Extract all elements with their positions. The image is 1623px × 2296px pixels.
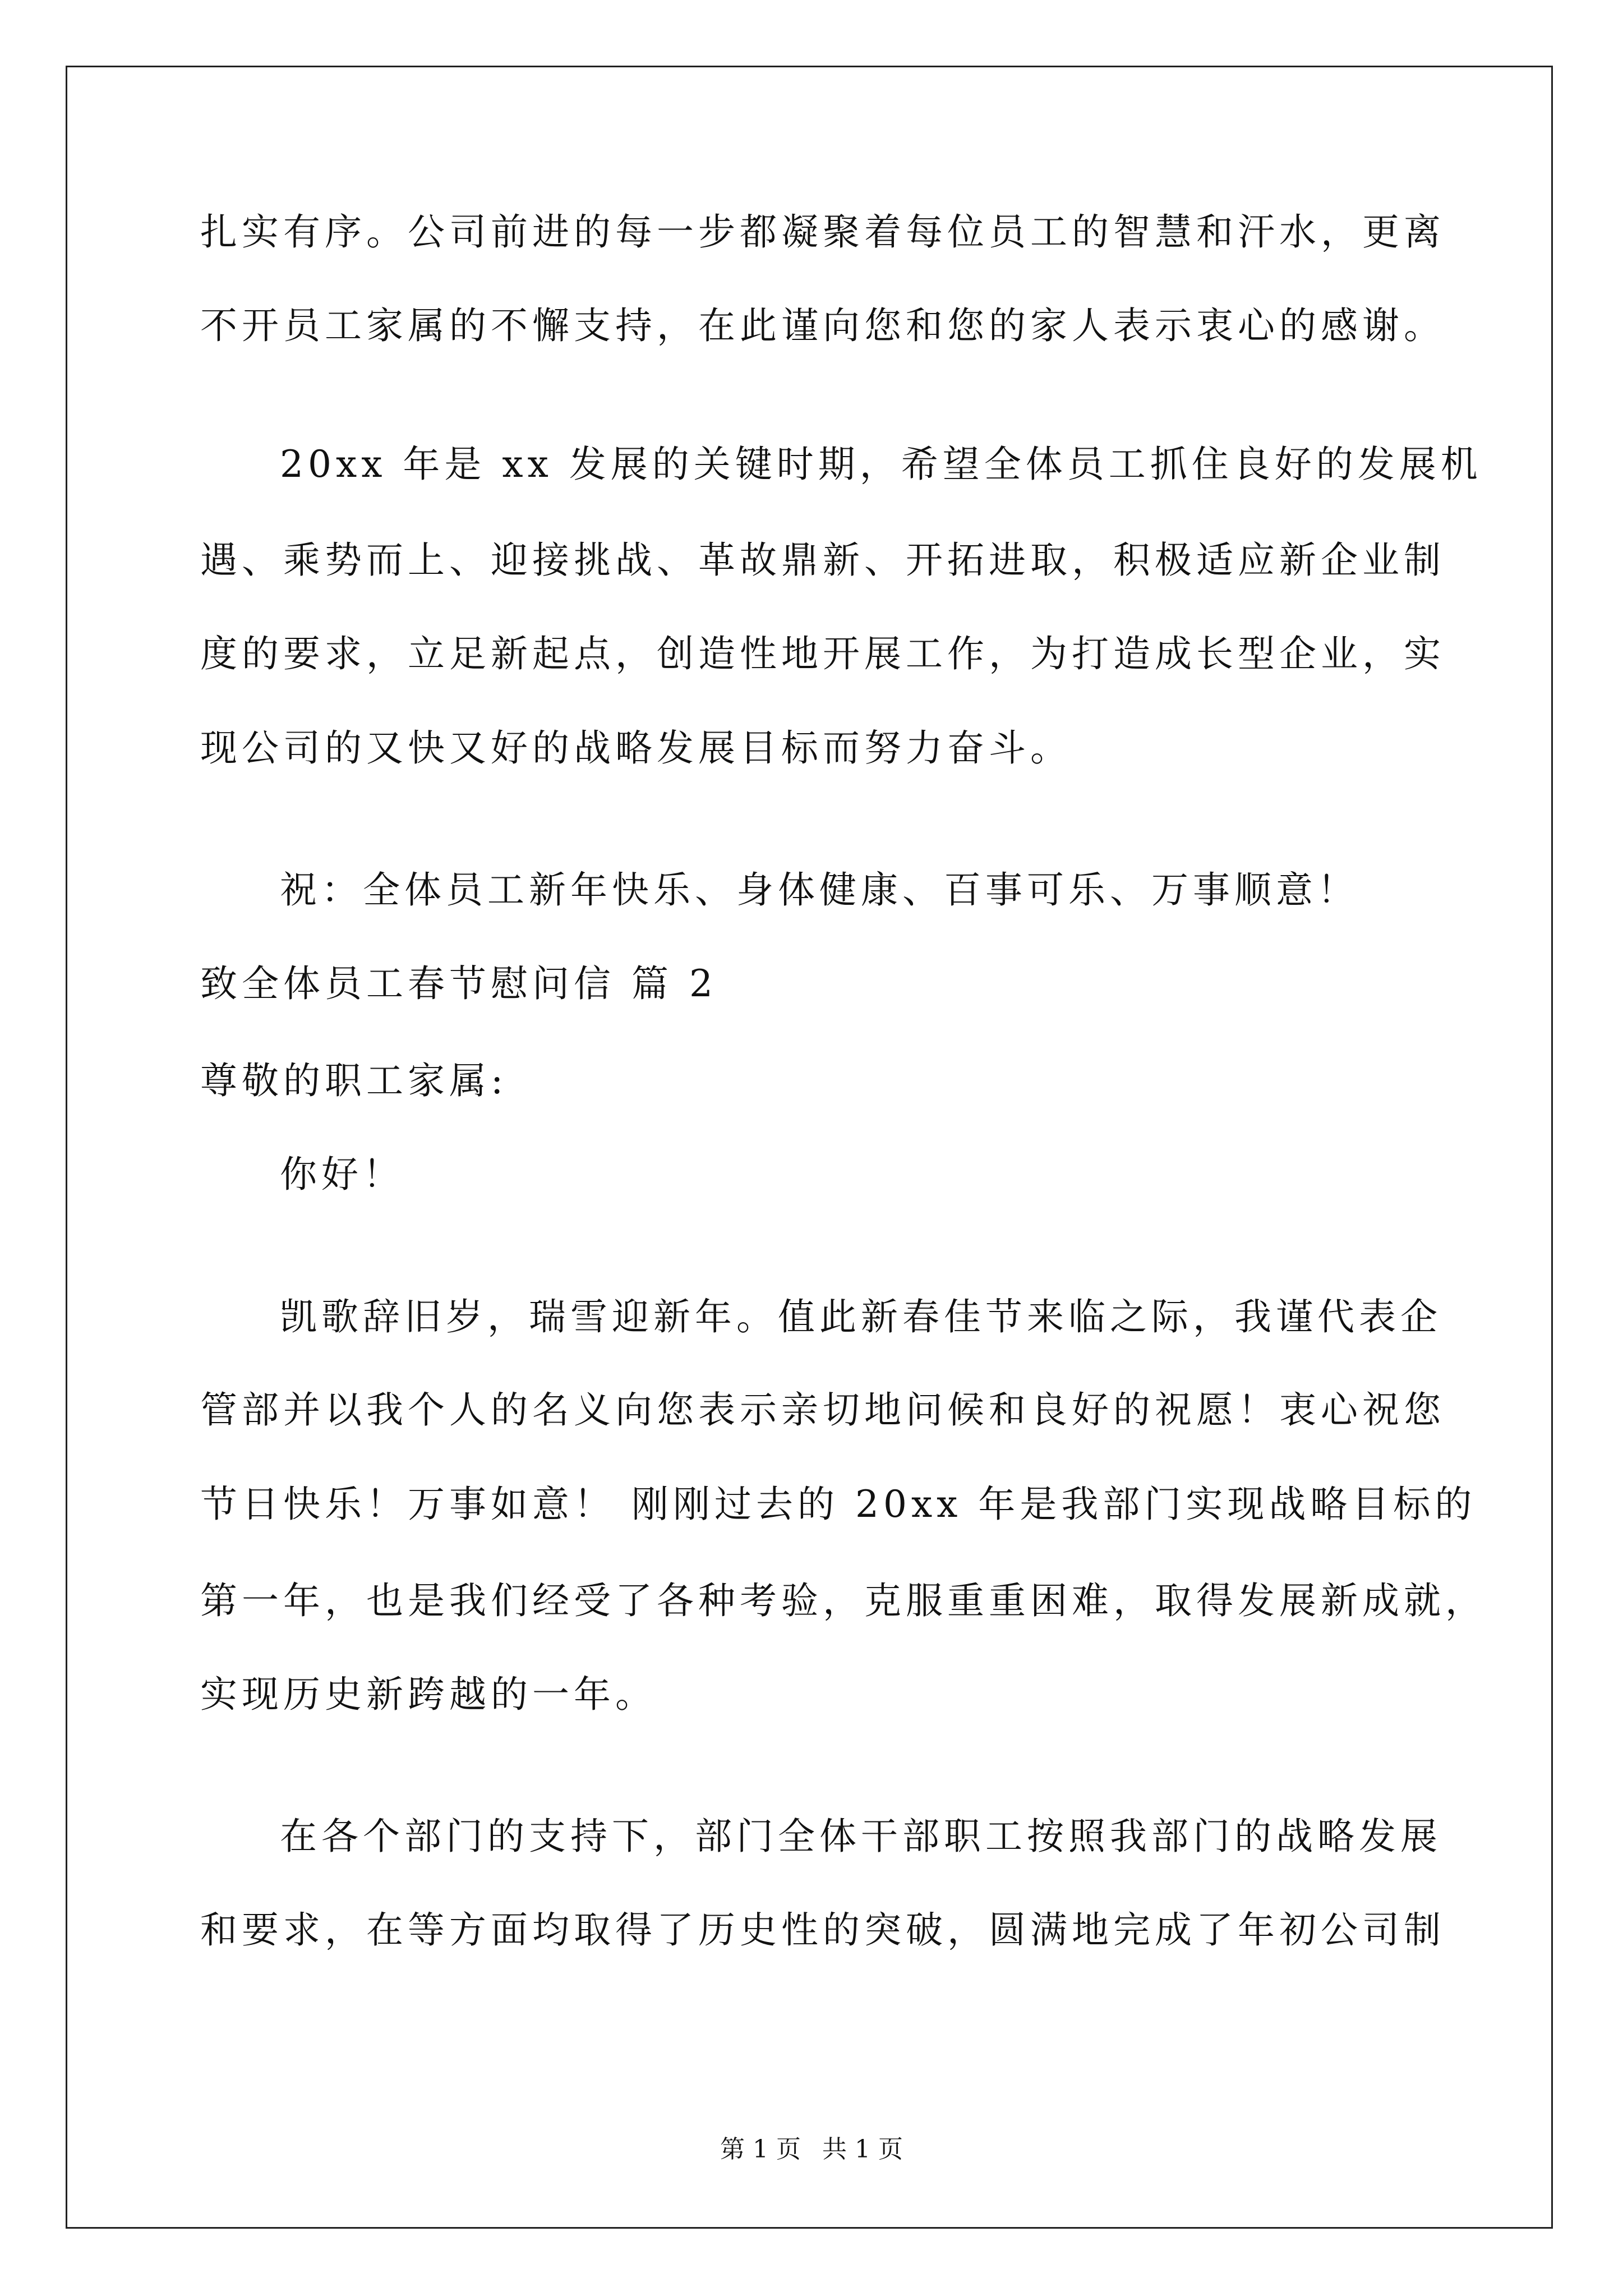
text-line: 扎实有序。公司前进的每一步都凝聚着每位员工的智慧和汗水，更离 [200, 210, 1445, 254]
salutation: 尊敬的职工家属: [200, 1059, 508, 1102]
section-heading: 致全体员工春节慰问信 篇 2 [200, 962, 717, 1005]
page-total: 共 1 页 [822, 2135, 903, 2164]
text-line: 和要求，在等方面均取得了历史性的突破，圆满地完成了年初公司制 [200, 1908, 1445, 1952]
text-line: 祝：全体员工新年快乐、身体健康、百事可乐、万事顺意！ [280, 868, 1359, 912]
text-line: 管部并以我个人的名义向您表示亲切地问候和良好的祝愿！衷心祝您 [200, 1388, 1445, 1432]
text-line: 实现历史新跨越的一年。 [200, 1673, 657, 1716]
text-line: 在各个部门的支持下，部门全体干部职工按照我部门的战略发展 [280, 1815, 1442, 1858]
text-line: 凯歌辞旧岁，瑞雪迎新年。值此新春佳节来临之际，我谨代表企 [280, 1295, 1442, 1338]
page-border [66, 66, 1553, 2229]
text-line: 度的要求，立足新起点，创造性地开展工作，为打造成长型企业，实 [200, 632, 1445, 675]
text-line: 20xx 年是 xx 发展的关键时期，希望全体员工抓住良好的发展机 [280, 443, 1482, 486]
text-line: 遇、乘势而上、迎接挑战、革故鼎新、开拓进取，积极适应新企业制 [200, 539, 1445, 582]
text-line: 节日快乐！万事如意！ 刚刚过去的 20xx 年是我部门实现战略目标的 [200, 1483, 1477, 1526]
text-line: 第一年，也是我们经受了各种考验，克服重重困难，取得发展新成就， [200, 1579, 1487, 1622]
page-footer [0, 2133, 1623, 2166]
greeting: 你好！ [280, 1153, 404, 1196]
text-line: 不开员工家属的不懈支持，在此谨向您和您的家人表示衷心的感谢。 [200, 304, 1445, 347]
text-line: 现公司的又快又好的战略发展目标而努力奋斗。 [200, 726, 1072, 770]
page-number: 第 1 页 [720, 2135, 801, 2164]
